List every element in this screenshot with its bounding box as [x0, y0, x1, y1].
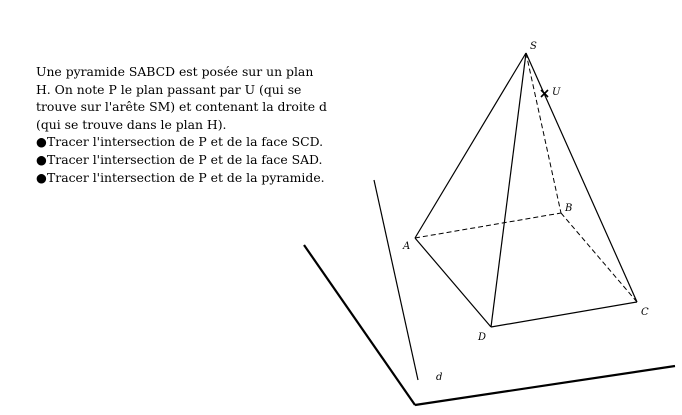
edge-SC — [526, 53, 637, 302]
plane-edge-left — [304, 245, 415, 405]
edge-SD — [491, 53, 526, 327]
intro-line-2: H. On note P le plan passant par U (qui se — [36, 81, 302, 97]
label-D: D — [478, 332, 487, 343]
label-A: A — [403, 241, 411, 252]
task-text-1: Tracer l'intersection de P et de la face SCD. — [47, 134, 324, 150]
bullet-icon: ● — [36, 169, 47, 185]
label-d: d — [436, 372, 443, 383]
bullet-icon: ● — [36, 151, 47, 167]
label-S: S — [530, 41, 537, 52]
edge-DC — [491, 302, 637, 327]
label-B: B — [565, 203, 573, 214]
edge-BC-hidden — [561, 213, 637, 302]
edge-SB-hidden — [526, 53, 561, 213]
bullet-icon: ● — [36, 134, 47, 150]
label-C: C — [641, 307, 649, 318]
intro-line-4: (qui se trouve dans le plan H). — [36, 116, 227, 132]
intro-line-1: Une pyramide SABCD est posée sur un plan — [36, 64, 314, 79]
task-text-2: Tracer l'intersection de P et de la face SAD. — [47, 151, 323, 167]
edge-AB-hidden — [415, 213, 561, 238]
line-d — [374, 180, 418, 380]
intro-line-3: trouve sur l'arête SM) et contenant la droite d — [36, 99, 327, 115]
edge-AD — [415, 238, 491, 327]
edge-SA — [415, 53, 526, 238]
task-text-3: Tracer l'intersection de P et de la pyramide. — [47, 169, 325, 185]
label-U: U — [552, 87, 561, 98]
plane-edge-bottom — [415, 366, 675, 405]
